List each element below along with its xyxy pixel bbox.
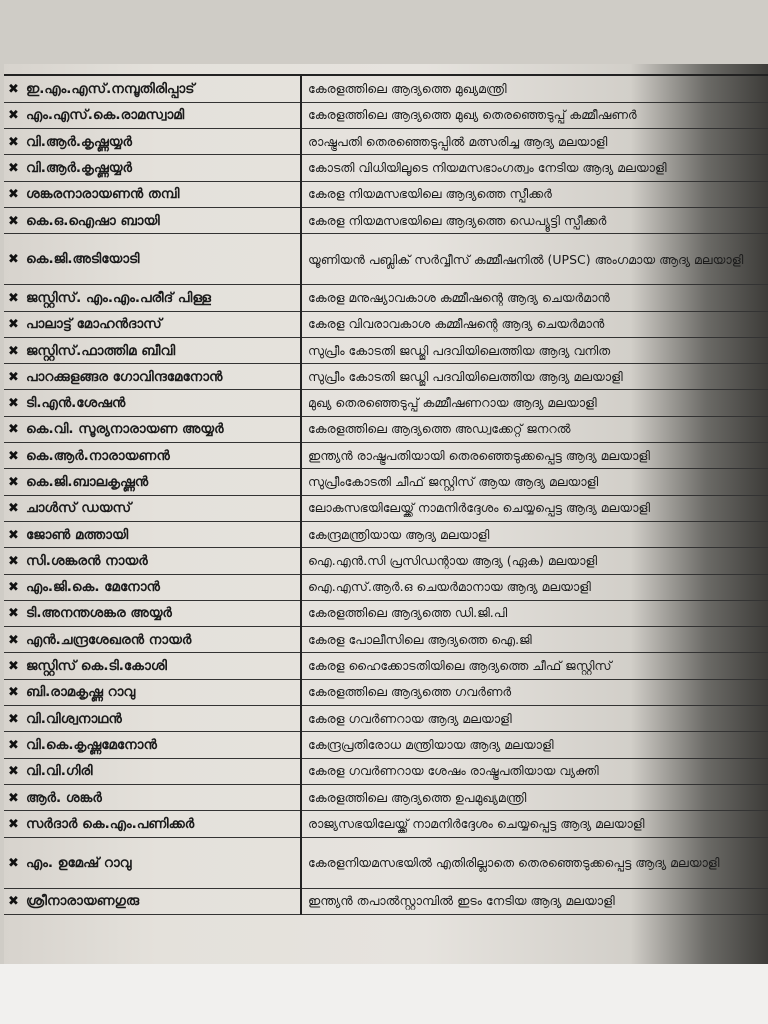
achievement-text: ഐ.എസ്.ആർ.ഒ ചെയർമാനായ ആദ്യ മലയാളി [308, 579, 591, 595]
person-name-cell [4, 495, 301, 521]
person-name-cell [4, 574, 301, 600]
table-row [4, 811, 768, 837]
bullet-cross-icon: ✖ [8, 764, 19, 780]
person-name: കെ.ജി.ബാലകൃഷ്ണൻ [26, 474, 149, 490]
person-name-cell [4, 888, 301, 914]
table-row [4, 679, 768, 705]
achievement-text: ഐ.എൻ.സി പ്രസിഡന്റായ ആദ്യ (ഏക) മലയാളി [308, 552, 598, 568]
table-row [4, 888, 768, 914]
bullet-cross-icon: ✖ [8, 422, 19, 438]
table-row [4, 129, 768, 155]
person-name: ശ്രീനാരായണഗുരു [26, 893, 140, 910]
achievement-cell [301, 469, 768, 495]
person-name-cell [4, 285, 301, 311]
person-name-cell [4, 811, 301, 837]
achievement-text: സുപ്രീം കോടതി ജഡ്ജി പദവിയിലെത്തിയ ആദ്യ മലയാളി [308, 368, 623, 384]
bullet-cross-icon: ✖ [8, 161, 19, 177]
person-name: ബി.രാമകൃഷ്ണ റാവു [26, 684, 136, 701]
achievement-text: രാജ്യസഭയിലേയ്ക്ക് നാമനിർദ്ദേശം ചെയ്യപ്പെട്ട ആദ്യ മലയാളി [308, 815, 645, 831]
table-row [4, 837, 768, 888]
bullet-cross-icon: ✖ [8, 855, 19, 871]
person-name-cell [4, 653, 301, 679]
achievement-text: കേരള ഗവർണറായ ആദ്യ മലയാളി [308, 710, 512, 726]
achievement-cell [301, 653, 768, 679]
person-name: എം. ഉമേഷ് റാവു [26, 854, 132, 871]
achievement-cell [301, 574, 768, 600]
achievement-text: കേന്ദ്രമന്ത്രിയായ ആദ്യ മലയാളി [308, 526, 490, 542]
bullet-cross-icon: ✖ [8, 448, 19, 464]
achievement-cell [301, 443, 768, 469]
bullet-cross-icon: ✖ [8, 134, 19, 150]
bullet-cross-icon: ✖ [8, 396, 19, 412]
person-name-cell [4, 390, 301, 416]
person-name-cell [4, 155, 301, 181]
achievement-text: കേരള വിവരാവകാശ കമ്മീഷന്റെ ആദ്യ ചെയർമാൻ [308, 316, 605, 332]
achievement-text: കേരള ഗവർണറായ ശേഷം രാഷ്ട്രപതിയായ വ്യക്തി [308, 763, 599, 779]
table-row [4, 548, 768, 574]
bullet-cross-icon: ✖ [8, 737, 19, 753]
person-name-cell [4, 234, 301, 285]
person-name: എം.ജി.കെ. മേനോൻ [26, 579, 160, 596]
person-name-cell [4, 102, 301, 128]
table-row [4, 155, 768, 181]
person-name: ജസ്റ്റിസ്. എം.എം.പരീദ് പിള്ള [26, 289, 211, 306]
bullet-cross-icon: ✖ [8, 252, 19, 268]
person-name-cell [4, 679, 301, 705]
person-name: വി.വിശ്വനാഥൻ [26, 710, 122, 727]
person-name: വി.കെ.കൃഷ്ണമേനോൻ [26, 736, 157, 753]
person-name: ടി.എൻ.ശേഷൻ [26, 395, 126, 412]
person-name: സി.ശങ്കരൻ നായർ [26, 552, 148, 569]
achievement-text: കോടതി വിധിയിലൂടെ നിയമസഭാംഗത്വം നേടിയ ആദ്യ മലയാളി [308, 160, 667, 176]
achievement-cell [301, 129, 768, 155]
bullet-cross-icon: ✖ [8, 894, 19, 910]
achievement-text: കേരള മനുഷ്യാവകാശ കമ്മീഷന്റെ ആദ്യ ചെയർമാൻ [308, 289, 610, 305]
achievement-text: സുപ്രീംകോടതി ചീഫ് ജസ്റ്റിസ് ആയ ആദ്യ മലയാളി [308, 474, 599, 489]
table-row [4, 102, 768, 128]
person-name-cell [4, 548, 301, 574]
bullet-cross-icon: ✖ [8, 81, 19, 97]
table-row [4, 627, 768, 653]
achievement-cell [301, 337, 768, 363]
achievement-cell [301, 784, 768, 810]
achievement-cell [301, 155, 768, 181]
person-name-cell [4, 207, 301, 233]
achievement-text: കേരളത്തിലെ ആദ്യത്തെ അഡ്വക്കേറ്റ് ജനറൽ [308, 421, 571, 437]
achievement-cell [301, 732, 768, 758]
table-row [4, 285, 768, 311]
bullet-cross-icon: ✖ [8, 606, 19, 622]
achievement-cell [301, 758, 768, 784]
bullet-cross-icon: ✖ [8, 659, 19, 675]
achievement-text: കേരളനിയമസഭയിൽ എതിരില്ലാതെ തെരഞ്ഞെടുക്കപ്പെട്ട ആദ്യ മലയാളി [308, 855, 720, 871]
person-name: ആർ. ശങ്കർ [26, 789, 102, 806]
achievement-text: മുഖ്യ തെരഞ്ഞെടുപ്പ് കമ്മീഷണറായ ആദ്യ മലയാളി [308, 395, 597, 411]
table-row [4, 784, 768, 810]
bullet-cross-icon: ✖ [8, 187, 19, 203]
table-body [4, 76, 768, 914]
person-name: കെ.ആർ.നാരായണൻ [26, 447, 170, 464]
table-row [4, 469, 768, 495]
firsts-table [4, 76, 768, 915]
table-row [4, 207, 768, 233]
table-row [4, 76, 768, 102]
achievement-text: കേരളത്തിലെ ആദ്യത്തെ ഗവർണർ [308, 684, 512, 700]
achievement-cell [301, 234, 768, 285]
person-name-cell [4, 76, 301, 102]
bullet-cross-icon: ✖ [8, 632, 19, 648]
bullet-cross-icon: ✖ [8, 317, 19, 333]
bullet-cross-icon: ✖ [8, 790, 19, 806]
bullet-cross-icon: ✖ [8, 475, 19, 490]
achievement-cell [301, 311, 768, 337]
table-row [4, 416, 768, 442]
table-row [4, 706, 768, 732]
person-name: കെ.ജി.അടിയോടി [26, 251, 140, 268]
achievement-text: കേരള നിയമസഭയിലെ ആദ്യത്തെ സ്പീക്കർ [308, 186, 552, 202]
table-row [4, 390, 768, 416]
achievement-text: കേരള പോലീസിലെ ആദ്യത്തെ ഐ.ജി [308, 631, 532, 647]
achievement-cell [301, 679, 768, 705]
bullet-cross-icon: ✖ [8, 711, 19, 727]
achievement-cell [301, 181, 768, 207]
bullet-cross-icon: ✖ [8, 343, 19, 359]
achievement-cell [301, 706, 768, 732]
person-name-cell [4, 627, 301, 653]
achievement-cell [301, 495, 768, 521]
bullet-cross-icon: ✖ [8, 213, 19, 229]
bottom-margin [0, 964, 768, 1024]
achievement-text: കേരളത്തിലെ ആദ്യത്തെ മുഖ്യമന്ത്രി [308, 80, 507, 96]
person-name-cell [4, 337, 301, 363]
achievement-text: ഇന്ത്യൻ രാഷ്ട്രപതിയായി തെരഞ്ഞെടുക്കപ്പെട്ട ആദ്യ മലയാളി [308, 447, 650, 463]
person-name-cell [4, 416, 301, 442]
person-name-cell [4, 784, 301, 810]
person-name: കെ.വി. സൂര്യനാരായണ അയ്യർ [26, 421, 224, 438]
person-name: വി.വി.ഗിരി [26, 763, 93, 780]
person-name: ജോൺ മത്തായി [26, 526, 129, 543]
achievement-cell [301, 548, 768, 574]
document-page [4, 64, 768, 964]
person-name-cell [4, 837, 301, 888]
achievement-cell [301, 837, 768, 888]
achievement-text: ലോകസഭയിലേയ്ക്ക് നാമനിർദ്ദേശം ചെയ്യപ്പെട്ട ആദ്യ മലയാളി [308, 500, 651, 516]
table-row [4, 495, 768, 521]
person-name-cell [4, 469, 301, 495]
achievement-cell [301, 627, 768, 653]
person-name: ടി.അനന്തശങ്കര അയ്യർ [26, 605, 172, 622]
bullet-cross-icon: ✖ [8, 369, 19, 385]
person-name: വി.ആർ.കൃഷ്ണയ്യർ [26, 160, 132, 177]
achievement-cell [301, 364, 768, 390]
person-name-cell [4, 443, 301, 469]
bullet-cross-icon: ✖ [8, 580, 19, 596]
achievement-text: കേരള ഹൈക്കോടതിയിലെ ആദ്യത്തെ ചീഫ് ജസ്റ്റിസ് [308, 658, 612, 674]
person-name-cell [4, 364, 301, 390]
person-name-cell [4, 706, 301, 732]
bullet-cross-icon: ✖ [8, 527, 19, 543]
achievement-text: ഇന്ത്യൻ തപാൽസ്റ്റാമ്പിൽ ഇടം നേടിയ ആദ്യ മലയാളി [308, 893, 615, 909]
person-name: പാലാട്ട് മോഹൻദാസ് [26, 316, 162, 333]
table-row [4, 758, 768, 784]
achievement-cell [301, 600, 768, 626]
person-name: എൻ.ചന്ദ്രശേഖരൻ നായർ [26, 631, 192, 648]
person-name: സർദാർ കെ.എം.പണിക്കർ [26, 815, 195, 832]
person-name: വി.ആർ.കൃഷ്ണയ്യർ [26, 133, 132, 150]
bullet-cross-icon: ✖ [8, 290, 19, 306]
person-name: കെ.ഒ.ഐഷാ ബായി [26, 212, 160, 229]
bullet-cross-icon: ✖ [8, 108, 19, 124]
bullet-cross-icon: ✖ [8, 553, 19, 569]
achievement-text: കേരളത്തിലെ ആദ്യത്തെ മുഖ്യ തെരഞ്ഞെടുപ്പ് കമ്മീഷണർ [308, 107, 637, 123]
achievement-cell [301, 102, 768, 128]
person-name-cell [4, 311, 301, 337]
table-row [4, 443, 768, 469]
achievement-cell [301, 76, 768, 102]
person-name: ഇ.എം.എസ്.നമ്പൂതിരിപ്പാട് [26, 80, 195, 97]
achievement-cell [301, 207, 768, 233]
person-name: ജസ്റ്റിസ് കെ.ടി.കോശി [26, 658, 167, 675]
achievement-text: കേരളത്തിലെ ആദ്യത്തെ ഡി.ജി.പി [308, 605, 508, 621]
achievement-cell [301, 888, 768, 914]
bullet-cross-icon: ✖ [8, 816, 19, 832]
person-name: ജസ്റ്റിസ്.ഫാത്തിമ ബീവി [26, 342, 176, 359]
bullet-cross-icon: ✖ [8, 501, 19, 517]
achievement-cell [301, 521, 768, 547]
achievement-text: കേന്ദ്രപ്രതിരോധ മന്ത്രിയായ ആദ്യ മലയാളി [308, 736, 554, 752]
person-name: പാറക്കുളങ്ങര ഗോവിന്ദമേനോൻ [26, 368, 223, 385]
table-row [4, 337, 768, 363]
achievement-cell [301, 416, 768, 442]
person-name: ശങ്കരനാരായണൻ തമ്പി [26, 186, 180, 203]
person-name-cell [4, 758, 301, 784]
person-name: എം.എസ്.കെ.രാമസ്വാമി [26, 107, 185, 124]
table-row [4, 181, 768, 207]
table-row [4, 234, 768, 285]
achievement-text: രാഷ്ട്രപതി തെരഞ്ഞെടുപ്പിൽ മത്സരിച്ച ആദ്യ മലയാളി [308, 133, 608, 149]
achievement-text: സുപ്രീം കോടതി ജഡ്ജി പദവിയിലെത്തിയ ആദ്യ വനിത [308, 342, 611, 358]
achievement-cell [301, 811, 768, 837]
achievement-cell [301, 390, 768, 416]
bullet-cross-icon: ✖ [8, 685, 19, 701]
table-row [4, 574, 768, 600]
table-row [4, 653, 768, 679]
person-name: ചാൾസ് ഡയസ് [26, 500, 132, 517]
person-name-cell [4, 732, 301, 758]
achievement-text: കേരള നിയമസഭയിലെ ആദ്യത്തെ ഡെപ്യൂട്ടി സ്പീക്കർ [308, 212, 607, 228]
person-name-cell [4, 181, 301, 207]
achievement-cell [301, 285, 768, 311]
table-row [4, 521, 768, 547]
table-row [4, 732, 768, 758]
person-name-cell [4, 521, 301, 547]
table-row [4, 311, 768, 337]
achievement-text: യൂണിയൻ പബ്ലിക് സർവ്വീസ് കമ്മീഷനിൽ (UPSC) അംഗമായ ആദ്യ മലയാളി [308, 251, 744, 267]
table-row [4, 364, 768, 390]
achievement-text: കേരളത്തിലെ ആദ്യത്തെ ഉപമുഖ്യമന്ത്രി [308, 789, 527, 805]
person-name-cell [4, 129, 301, 155]
table-row [4, 600, 768, 626]
person-name-cell [4, 600, 301, 626]
